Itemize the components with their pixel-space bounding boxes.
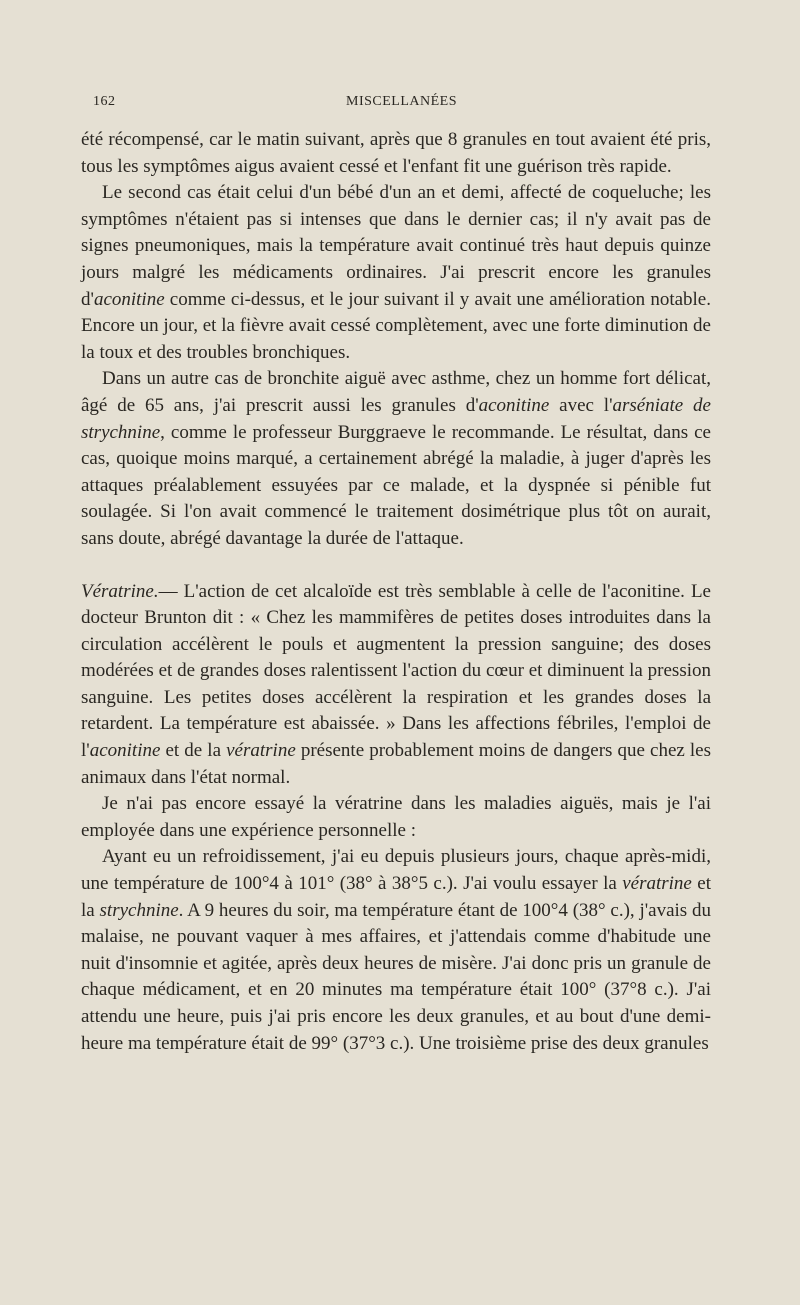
drug-name: aconitine (89, 740, 161, 762)
page-number: 162 (93, 94, 116, 109)
drug-name: vératrine (622, 873, 692, 895)
body-text (81, 127, 711, 1057)
drug-name: strychnine (99, 899, 179, 921)
paragraph-6: Ayant eu un refroidissement, j'ai eu depuis plusieurs jours, chaque après-midi, une température de 100°4 à 101° (38° à 38°5 c.). J'ai voulu essayer la vératrine et la strychnine. A 9 heures du soir, ma température étant de 100°4 (38° c.), j'avais du malaise, ne pouvant vaquer à mes affaires, et j'attendais comme d'habitude une nuit d'insomnie et agitée, après deux heures de misère. J'ai donc pris un granule de chaque médicament, et en 20 minutes ma température était 100° (37°8 c.). J'ai attendu une heure, puis j'ai pris encore les deux granules, et au bout d'une demi-heure ma température était de 99° (37°3 c.). Une troisième prise des deux granules (81, 846, 712, 1054)
paragraph-3: Dans un autre cas de bronchite aiguë avec asthme, chez un homme fort délicat, âgé de 65 ans, j'ai prescrit aussi les granules d'aconitine avec l'arséniate de strychnine, comme le professeur Burggraeve le recommande. Le résultat, dans ce cas, quoique moins marqué, a certainement abrégé la maladie, à juger d'après les attaques préalablement essuyées par ce malade, et la dyspnée si pénible fut soulagée. Si l'on avait commencé le traitement dosimétrique plus tôt on aurait, sans doute, abrégé davantage la durée de l'attaque. (81, 368, 711, 549)
drug-name: vératrine (226, 740, 296, 762)
drug-name: arséniate de strychnine (81, 394, 711, 443)
paragraph-1: été récompensé, car le matin suivant, après que 8 granules en tout avaient été pris, tous les symptômes aigus avaient cessé et l'enfant fit une guérison très rapide. (81, 129, 711, 177)
running-header (93, 94, 710, 116)
drug-name: aconitine (93, 288, 165, 310)
paragraph-5: Je n'ai pas encore essayé la vératrine dans les maladies aiguës, mais je l'ai employée dans une expérience personnelle : (81, 793, 711, 841)
paragraph-2: Le second cas était celui d'un bébé d'un an et demi, affecté de coqueluche; les symptômes n'étaient pas si intenses que dans le dernier cas; il n'y avait pas de signes pneumoniques, mais la température avait continué très haut depuis quinze jours malgré les médicaments ordinaires. J'ai prescrit encore les granules d'aconitine comme ci-dessus, et le jour suivant il y avait une amélioration notable. Encore un jour, et la fièvre avait cessé complètement, avec une forte diminution de la toux et des troubles bronchiques. (81, 182, 711, 363)
drug-name: aconitine (478, 394, 550, 416)
paragraph-veratrine: Vératrine.— L'action de cet alcaloïde est très semblable à celle de l'aconitine. Le docteur Brunton dit : « Chez les mammifères de petites doses introduites dans la circulation accélèrent le pouls et augmentent la pression sanguine; des doses modérées et de grandes doses ralentissent l'action du cœur et diminuent la pression sanguine. Les petites doses accélèrent la respiration et les grandes doses la retardent. La température est abaissée. » Dans les affections fébriles, l'emploi de l'aconitine et de la vératrine présente probablement moins de dangers que chez les animaux dans l'état normal. (81, 580, 712, 788)
section-heading: Vératrine. (81, 580, 159, 602)
running-title: MISCELLANÉES (346, 94, 457, 109)
